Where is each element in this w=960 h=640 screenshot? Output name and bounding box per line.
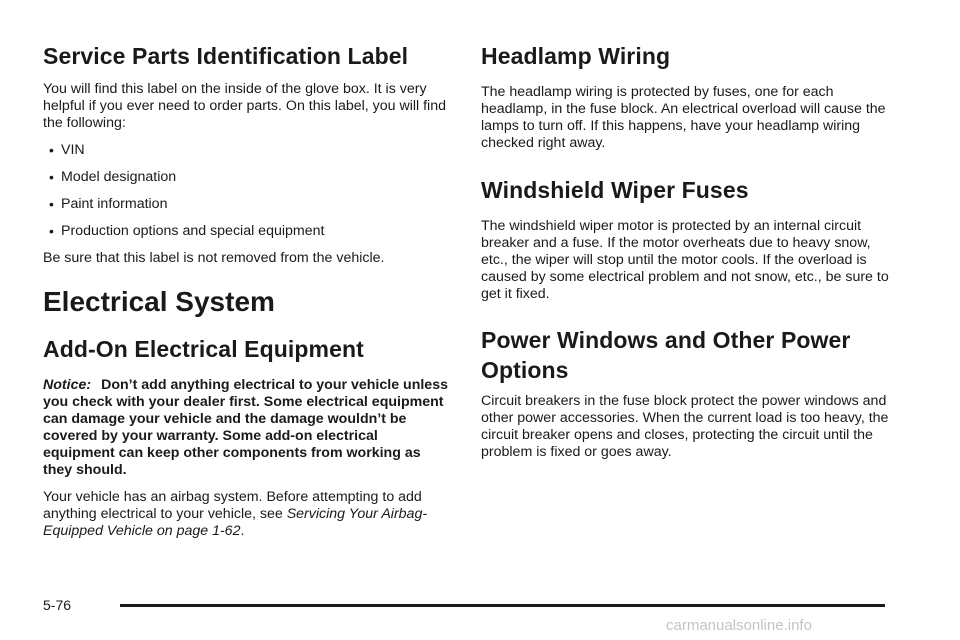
wiper-paragraph: The windshield wiper motor is protected by an internal circuit breaker and a fuse. If the motor overheats due to heavy snow, etc., the wiper will stop until the motor cools. If the overload is caused by some electrical problem and not snow, etc., be sure to get it fixed. — [481, 218, 889, 302]
chapter-title: Electrical System — [43, 286, 275, 317]
headlamp-paragraph: The headlamp wiring is protected by fuses, one for each headlamp, in the fuse block. An electrical overload will cause the lamps to turn off. If this happens, have your headlamp wiring checked right away. — [481, 84, 886, 151]
list-item: • Production options and special equipment — [49, 223, 325, 239]
section-heading-add-on: Add-On Electrical Equipment — [43, 336, 364, 362]
section-heading-service-parts: Service Parts Identification Label — [43, 43, 409, 69]
section-heading-power-windows: Power Windows and Other Power Options — [481, 327, 851, 383]
bullet-icon: • — [49, 142, 54, 158]
service-parts-list — [43, 142, 453, 240]
section-heading-headlamp: Headlamp Wiring — [481, 43, 671, 69]
airbag-page-reference[interactable]: Servicing Your Airbag-Equipped Vehicle on page 1-62 — [43, 506, 428, 539]
airbag-paragraph: Your vehicle has an airbag system. Before attempting to add anything electrical to your vehicle, see Servicing Your Airbag-Equipped Vehicle on page 1-62. — [43, 489, 428, 539]
page-number: 5-76 — [43, 597, 72, 613]
list-item: • Model designation — [49, 169, 177, 185]
list-item: • Paint information — [49, 196, 168, 212]
left-column — [43, 42, 453, 550]
footer-rule — [120, 604, 885, 607]
notice-label: Notice: — [43, 377, 92, 393]
bullet-icon: • — [49, 169, 54, 185]
section-heading-wiper-fuses: Windshield Wiper Fuses — [481, 177, 749, 203]
power-windows-paragraph: Circuit breakers in the fuse block protect the power windows and other power accessories. When the current load is too heavy, the circuit breaker opens and closes, protecting the circuit until the problem is fixed or goes away. — [481, 393, 889, 460]
watermark: carmanualsonline.info — [666, 617, 812, 634]
service-parts-closing: Be sure that this label is not removed from the vehicle. — [43, 250, 385, 266]
right-column — [481, 42, 901, 471]
list-item: • VIN — [49, 142, 85, 158]
service-parts-intro: You will find this label on the inside of the glove box. It is very helpful if you ever need to order parts. On this label, you will find the following: — [43, 81, 446, 131]
notice-text: Don’t add anything electrical to your vehicle unless you check with your dealer first. Some electrical equipment can damage your vehicle and the damage wouldn’t be covered by your warranty. Some add-on electrical equipment can keep other components from working as they should. — [43, 377, 448, 478]
notice-paragraph — [43, 377, 453, 479]
bullet-icon: • — [49, 196, 54, 212]
bullet-icon: • — [49, 223, 54, 239]
